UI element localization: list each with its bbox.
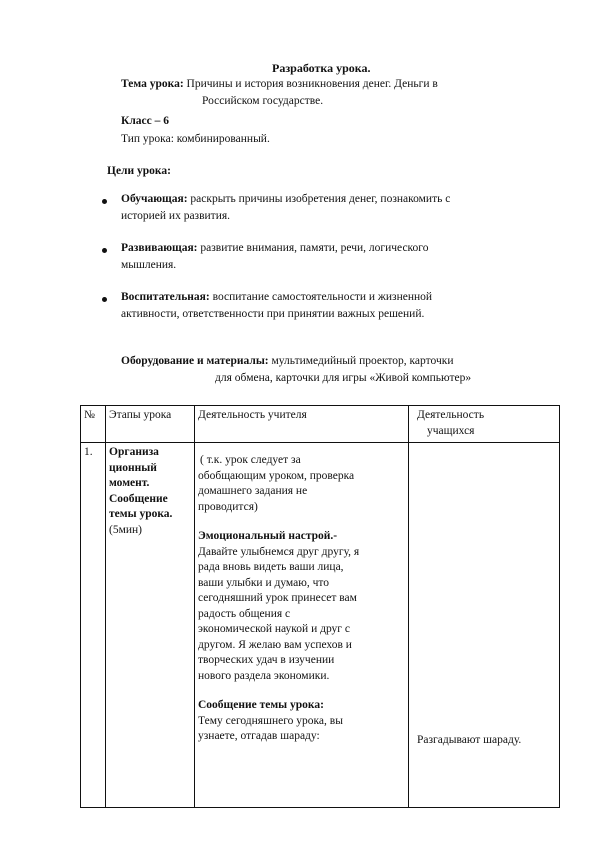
mood-line: Давайте улыбнемся друг другу, я (198, 545, 360, 558)
goal-3-line-2: активности, ответственности при принятии важных решений. (121, 308, 425, 320)
students-activity: Разгадывают шараду. (417, 734, 522, 746)
stage-line: момент. (109, 477, 150, 489)
row-number: 1. (81, 443, 106, 808)
mood-line: радость общения с (198, 607, 291, 620)
mood-line: творческих удач в изучении (198, 654, 335, 666)
mood-line: другом. Я желаю вам успехов и (198, 638, 352, 651)
bullet-icon (102, 199, 107, 204)
equipment-label: Оборудование и материалы: (121, 355, 269, 367)
goal-3-line-1 (121, 291, 432, 303)
lesson-table (80, 405, 560, 808)
topic-text-2: Российском государстве. (202, 95, 324, 107)
stage-line: темы урока. (109, 508, 173, 520)
goal-2-line-1 (121, 242, 429, 254)
goals-heading: Цели урока: (107, 165, 171, 177)
goal-3-label: Воспитательная: (121, 291, 210, 303)
goal-1-text: раскрыть причины изобретения денег, познакомить с (190, 193, 451, 205)
header-teacher: Деятельность учителя (195, 406, 409, 443)
header-students-line-1: Деятельность (417, 409, 485, 421)
topic-line: Тему сегодняшнего урока, вы (198, 714, 343, 727)
teacher-intro-line: проводится) (198, 500, 258, 513)
teacher-intro-line: ( т.к. урок следует за (200, 454, 301, 466)
mood-line: рада вновь видеть ваши лица, (198, 561, 344, 573)
goal-3-text: воспитание самостоятельности и жизненной (212, 291, 433, 303)
mood-heading: Эмоциональный настрой.- (198, 530, 338, 542)
mood-line: ваши улыбки и думаю, что (198, 576, 329, 589)
header-number: № (81, 406, 106, 443)
stage-cell (106, 443, 195, 808)
goal-1-line-1 (121, 193, 450, 205)
bullet-icon (102, 248, 107, 253)
document-title: Разработка урока. (272, 61, 371, 75)
goal-2-line-2: мышления. (121, 259, 177, 271)
table-header-row (81, 406, 560, 443)
lesson-type-value: комбинированный. (176, 133, 270, 145)
teacher-intro-line: домашнего задания не (198, 485, 308, 497)
header-students (409, 406, 560, 443)
bullet-icon (102, 297, 107, 302)
mood-line: нового раздела экономики. (198, 669, 330, 682)
teacher-intro-line: обобщающим уроком, проверка (198, 469, 355, 482)
equipment-text-2: для обмена, карточки для игры «Живой компьютер» (215, 372, 472, 384)
stage-line: ционный (109, 461, 157, 474)
teacher-cell (195, 443, 409, 808)
equipment-text-1: мультимедийный проектор, карточки (271, 355, 454, 367)
mood-line: экономической наукой и друг с (198, 623, 350, 635)
stage-line: Сообщение (109, 492, 168, 505)
goal-2-label: Развивающая: (121, 242, 198, 254)
class-label: Класс – 6 (121, 115, 169, 127)
topic-text-1: Причины и история возникновения денег. Деньги в (186, 78, 438, 90)
lesson-type-label: Тип урока: (121, 133, 174, 145)
stage-line: Организа (109, 446, 159, 458)
stage-time: (5мин) (109, 523, 142, 536)
topic-label: Тема урока: (121, 78, 184, 90)
goal-1-line-2: историей их развития. (121, 210, 231, 222)
header-students-line-2: учащихся (427, 424, 475, 437)
goal-2-text: развитие внимания, памяти, речи, логического (200, 242, 429, 254)
mood-line: сегодняшний урок принесет вам (198, 592, 357, 604)
topic-heading: Сообщение темы урока: (198, 699, 324, 711)
goal-1-label: Обучающая: (121, 193, 188, 205)
table-row (81, 443, 560, 808)
equipment-line-1 (121, 355, 454, 367)
header-stages: Этапы урока (106, 406, 195, 443)
students-cell (409, 443, 560, 808)
topic-line-1 (121, 78, 438, 90)
lesson-type (121, 133, 270, 145)
topic-line: узнаете, отгадав шараду: (198, 730, 320, 742)
